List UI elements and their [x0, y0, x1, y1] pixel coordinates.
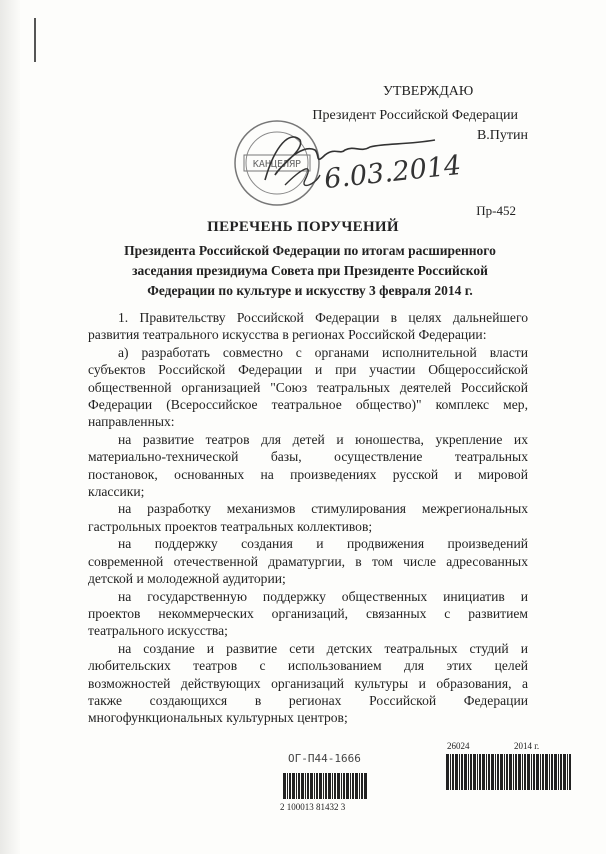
- barcode-bar: [500, 754, 503, 790]
- barcode-bar: [352, 773, 354, 799]
- text-line: классики;: [88, 484, 145, 500]
- barcode-bar: [446, 754, 449, 790]
- subtitle-line: Федерации по культуре и искусству 3 февраля 2014 г.: [147, 283, 473, 298]
- barcode-bar: [452, 754, 454, 790]
- barcode-bar: [292, 773, 295, 799]
- barcode-bar: [343, 773, 345, 799]
- barcode-bar: [298, 773, 300, 799]
- barcode-bar: [558, 754, 559, 790]
- barcode-bar: [461, 754, 463, 790]
- text-line: возможностей действующих организаций культуры и образования, а: [88, 675, 528, 691]
- right-year: 2014 г.: [514, 741, 540, 751]
- barcode-bar: [545, 754, 548, 790]
- signature-date: 6.03.2014: [322, 149, 463, 196]
- barcode-bar: [515, 754, 517, 790]
- approval-heading: УТВЕРЖДАЮ: [383, 84, 474, 99]
- paragraph: [88, 588, 528, 640]
- paragraph: [88, 344, 528, 431]
- subtitle-line: Президента Российской Федерации по итогам расширенного: [124, 243, 496, 258]
- barcode-bar: [473, 754, 476, 790]
- text-line: проектов некоммерческих организаций, связанных с развитием: [88, 605, 528, 621]
- document-number: Пр-452: [476, 203, 516, 218]
- margin-mark: [34, 18, 36, 62]
- barcode-bar: [551, 754, 553, 790]
- barcode-bar: [464, 754, 467, 790]
- paragraph: [88, 535, 528, 587]
- barcode-bar: [450, 754, 451, 790]
- text-line: развития театрального искусства в регионах Российской Федерации:: [88, 327, 487, 343]
- text-line: общественной организацией "Союз театральных деятелей Российской: [88, 379, 528, 395]
- barcode-bar: [296, 773, 297, 799]
- barcode-bar: [364, 773, 367, 799]
- barcode-bar: [482, 754, 485, 790]
- barcode-bar: [301, 773, 304, 799]
- document-body: [88, 309, 528, 727]
- approver-name: В.Путин: [476, 128, 528, 143]
- barcode-bar: [491, 754, 494, 790]
- barcode-bar: [569, 754, 571, 790]
- barcode-bar: [479, 754, 481, 790]
- text-line: гастрольных проектов театральных коллективов;: [88, 518, 373, 534]
- paragraph: [88, 431, 528, 501]
- text-line: а) разработать совместно с органами исполнительной власти: [118, 344, 528, 360]
- barcode-bar: [533, 754, 535, 790]
- barcode-bar: [522, 754, 523, 790]
- text-line: 1. Правительству Российской Федерации в целях дальнейшего: [118, 310, 528, 325]
- barcode-bar: [323, 773, 324, 799]
- barcode-bar: [337, 773, 340, 799]
- barcode-bar: [509, 754, 512, 790]
- barcode-bar: [506, 754, 508, 790]
- scan-edge: [0, 0, 20, 854]
- barcode-bar: [554, 754, 557, 790]
- barcode-bar: [518, 754, 521, 790]
- barcode-bar: [524, 754, 526, 790]
- text-line: детской и молодежной аудитории;: [88, 571, 286, 587]
- barcode-number: 2 100013 81432 3: [280, 802, 346, 812]
- barcode-bar: [560, 754, 562, 790]
- barcode-bar: [328, 773, 331, 799]
- barcode-bar: [504, 754, 505, 790]
- barcode-bar: [350, 773, 351, 799]
- text-line: на разработку механизмов стимулирования межрегиональных: [118, 501, 528, 517]
- barcode-bar: [361, 773, 363, 799]
- barcode-bar: [531, 754, 532, 790]
- text-line: театрального искусства;: [88, 623, 228, 639]
- barcode-bar: [307, 773, 309, 799]
- document-title: ПЕРЕЧЕНЬ ПОРУЧЕНИЙ: [207, 219, 399, 235]
- barcode-bar: [319, 773, 322, 799]
- barcode-bar: [359, 773, 360, 799]
- barcode-bar: [488, 754, 490, 790]
- barcode-bar: [470, 754, 472, 790]
- text-line: направленных:: [88, 414, 175, 430]
- text-line: материально-технической базы, осуществление театральных: [88, 449, 528, 465]
- barcode-bar: [355, 773, 358, 799]
- barcode-bar: [289, 773, 291, 799]
- text-line: также создающихся в регионах Российской Федерации: [88, 692, 528, 708]
- document-subtitle: [90, 241, 530, 301]
- barcode-bar: [567, 754, 568, 790]
- barcode-bar: [542, 754, 544, 790]
- barcode-bar: [563, 754, 566, 790]
- right-code: 26024: [447, 741, 470, 751]
- barcode-bar: [455, 754, 458, 790]
- text-line: Федерации (Всероссийское театральное общество)" комплекс мер,: [88, 397, 528, 413]
- text-line: на создание и развитие сети детских театральных студий и: [118, 640, 528, 656]
- barcode-bar: [536, 754, 539, 790]
- barcode-bar: [486, 754, 487, 790]
- barcode-bar: [459, 754, 460, 790]
- barcode-bar: [468, 754, 469, 790]
- barcode-bar: [495, 754, 496, 790]
- registration-code: ОГ-П44-1666: [288, 752, 361, 765]
- barcode-bar: [332, 773, 333, 799]
- text-line: современной отечественной драматургии, в том числе адресованных: [88, 553, 528, 569]
- barcode-bar: [334, 773, 336, 799]
- paragraph: [88, 309, 528, 344]
- barcode-bar: [477, 754, 478, 790]
- barcode-bar: [310, 773, 313, 799]
- barcode-bar: [314, 773, 315, 799]
- barcode-bar: [316, 773, 318, 799]
- text-line: субъектов Российской Федерации и при участии Общероссийской: [88, 362, 528, 378]
- barcode-bar: [325, 773, 327, 799]
- text-line: многофункциональных культурных центров;: [88, 710, 348, 726]
- barcode-bar: [527, 754, 530, 790]
- text-line: на поддержку создания и продвижения произведений: [118, 536, 528, 552]
- barcode-left: [283, 773, 368, 799]
- text-line: на развитие театров для детей и юношества, укрепление их: [118, 431, 528, 447]
- text-line: постановок, основанных на произведениях русской и мировой: [88, 466, 528, 482]
- subtitle-line: заседания президиума Совета при Президенте Российской: [132, 263, 488, 278]
- barcode-bar: [283, 773, 286, 799]
- approver-position: Президент Российской Федерации: [312, 108, 518, 123]
- paragraph: [88, 640, 528, 727]
- paragraph: [88, 500, 528, 535]
- barcode-bar: [540, 754, 541, 790]
- barcode-bar: [287, 773, 288, 799]
- barcode-right: [446, 754, 572, 790]
- barcode-bar: [341, 773, 342, 799]
- barcode-bar: [549, 754, 550, 790]
- barcode-bar: [497, 754, 499, 790]
- barcode-bar: [305, 773, 306, 799]
- barcode-bar: [513, 754, 514, 790]
- text-line: на государственную поддержку общественных инициатив и: [118, 588, 528, 604]
- svg-text:КАНЦЕЛЯР: КАНЦЕЛЯР: [252, 159, 302, 170]
- text-line: любительских театров с использованием для этих целей: [88, 658, 528, 674]
- barcode-bar: [346, 773, 349, 799]
